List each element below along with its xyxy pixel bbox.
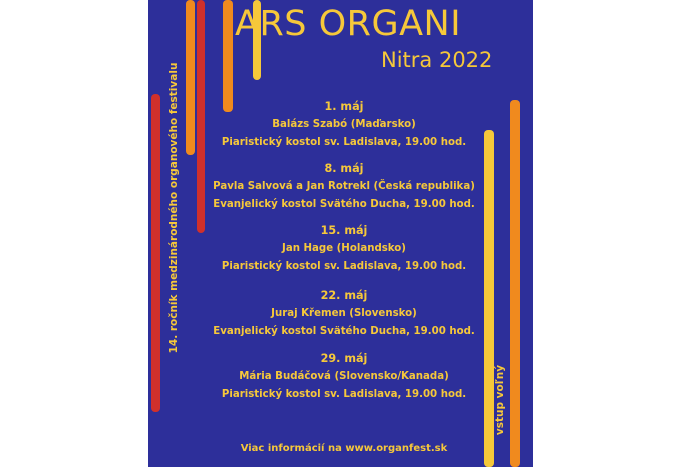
event-item	[200, 222, 488, 276]
event-item	[200, 287, 488, 341]
event-venue: Evanjelický kostol Svätého Ducha, 19.00 hod.	[213, 199, 475, 210]
event-performer: Jan Hage (Holandsko)	[282, 243, 406, 254]
organ-pipe-bar-orange-right	[510, 100, 520, 467]
event-venue: Piaristický kostol sv. Ladislava, 19.00 hod.	[221, 137, 467, 148]
poster-title: ARS ORGANI	[235, 4, 462, 44]
event-performer: Mária Budáčová (Slovensko/Kanada)	[239, 371, 449, 382]
event-date: 29. máj	[320, 352, 368, 365]
organ-pipe-bar-red-left	[151, 94, 160, 412]
event-date: 1. máj	[324, 100, 364, 113]
event-date: 8. máj	[324, 162, 364, 175]
organ-pipe-bar-orange-left	[186, 0, 195, 155]
free-entry-vertical-text: vstup voľný	[494, 364, 506, 436]
more-info-footer: Viac informácií na www.organfest.sk	[240, 443, 448, 454]
event-venue: Piaristický kostol sv. Ladislava, 19.00 hod.	[221, 389, 467, 400]
event-venue: Piaristický kostol sv. Ladislava, 19.00 hod.	[221, 261, 467, 272]
event-item	[200, 98, 488, 152]
event-item	[200, 350, 488, 404]
event-venue: Evanjelický kostol Svätého Ducha, 19.00 hod.	[213, 326, 475, 337]
festival-edition-vertical-text: 14. ročník medzinárodného organového festivalu	[168, 62, 180, 354]
organ-pipe-bar-orange-short	[223, 0, 233, 112]
event-performer: Balázs Szabó (Maďarsko)	[272, 119, 416, 130]
event-item	[200, 160, 488, 214]
event-performer: Pavla Salvová a Jan Rotrekl (Česká republika)	[213, 181, 475, 192]
event-date: 22. máj	[320, 289, 368, 302]
event-performer: Juraj Křemen (Slovensko)	[271, 308, 417, 319]
event-date: 15. máj	[320, 224, 368, 237]
poster-subtitle: Nitra 2022	[381, 48, 493, 72]
